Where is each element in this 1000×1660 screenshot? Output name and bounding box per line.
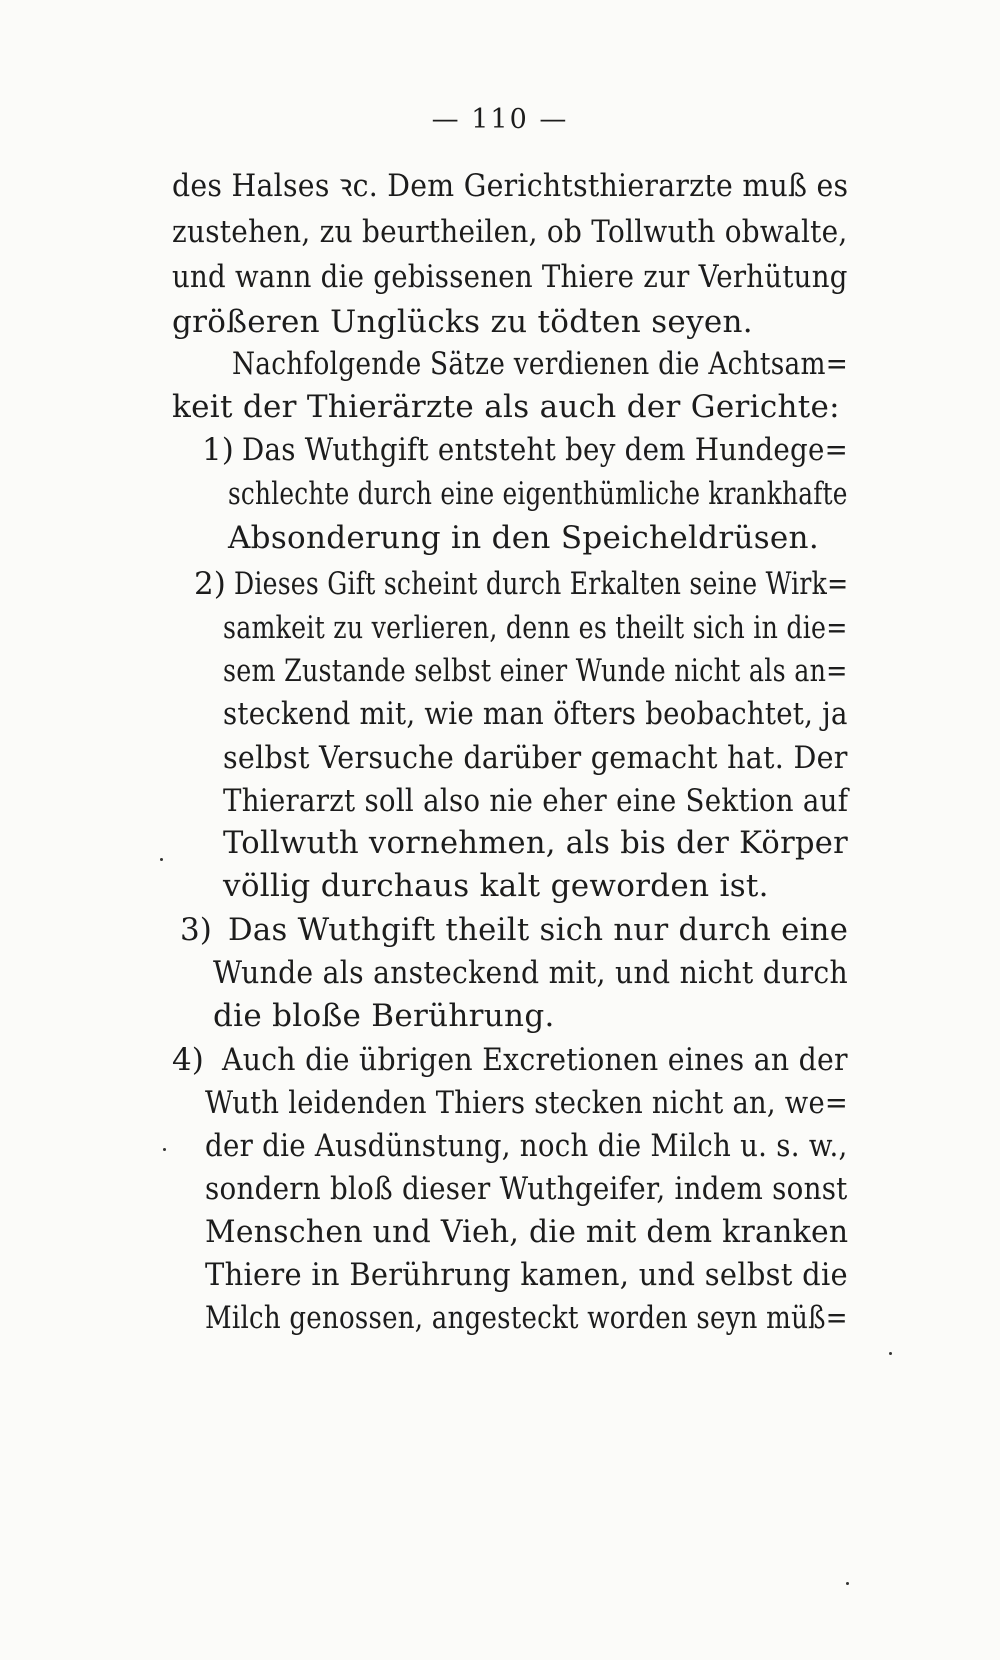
item-line: Auch die übrigen Excretionen eines an der — [222, 1042, 848, 1078]
item-line: der die Ausdünstung, noch die Milch u. s. w., — [205, 1128, 848, 1164]
text-line: des Halses ꝛc. Dem Gerichtsthierarzte muß es — [172, 168, 849, 204]
item-line: Dieses Gift scheint durch Erkalten seine Wirk= — [234, 566, 849, 602]
item-line: Thiere in Berührung kamen, und selbst die — [205, 1257, 848, 1293]
text-line: zustehen, zu beurtheilen, ob Tollwuth obwalte, — [172, 214, 848, 250]
item-line: selbst Versuche darüber gemacht hat. Der — [223, 740, 848, 776]
item-line: steckend mit, wie man öfters beobachtet, ja — [223, 696, 848, 732]
item-line: Milch genossen, angesteckt worden seyn müß= — [205, 1300, 848, 1336]
item-line: schlechte durch eine eigenthümliche krankhafte — [228, 476, 848, 512]
scan-speck — [163, 1148, 166, 1151]
item-number: 2) — [194, 566, 226, 602]
item-number: 1) — [202, 432, 234, 468]
item-line: Das Wuthgift entsteht bey dem Hundege= — [242, 432, 849, 468]
scan-speck — [846, 1582, 849, 1585]
item-line: Wuth leidenden Thiers stecken nicht an, we= — [205, 1085, 849, 1121]
text-line: und wann die gebissenen Thiere zur Verhütung — [172, 259, 848, 295]
item-line: völlig durchaus kalt geworden ist. — [223, 868, 769, 904]
item-line: die bloße Berührung. — [213, 998, 555, 1034]
item-line: Tollwuth vornehmen, als bis der Körper — [223, 825, 849, 861]
item-number: 4) — [172, 1042, 204, 1078]
item-line: Thierarzt soll also nie eher eine Sektion auf — [223, 783, 849, 819]
scan-speck — [889, 1352, 892, 1355]
item-line: samkeit zu verlieren, denn es theilt sich in die= — [223, 610, 848, 646]
item-line: sondern bloß dieser Wuthgeifer, indem sonst — [205, 1171, 848, 1207]
item-line: Das Wuthgift theilt sich nur durch eine — [228, 912, 849, 948]
item-line: sem Zustande selbst einer Wunde nicht als an= — [223, 653, 848, 689]
item-number: 3) — [180, 912, 212, 948]
text-line: Nachfolgende Sätze verdienen die Achtsam= — [232, 346, 849, 382]
text-line: keit der Thierärzte als auch der Gerichte: — [172, 389, 840, 425]
page-number: — 110 — — [431, 104, 569, 135]
text-line: größeren Unglücks zu tödten seyen. — [172, 304, 753, 340]
item-line: Wunde als ansteckend mit, und nicht durch — [213, 955, 848, 991]
scan-speck — [160, 858, 163, 861]
item-line: Absonderung in den Speicheldrüsen. — [228, 520, 819, 556]
item-line: Menschen und Vieh, die mit dem kranken — [205, 1214, 849, 1250]
